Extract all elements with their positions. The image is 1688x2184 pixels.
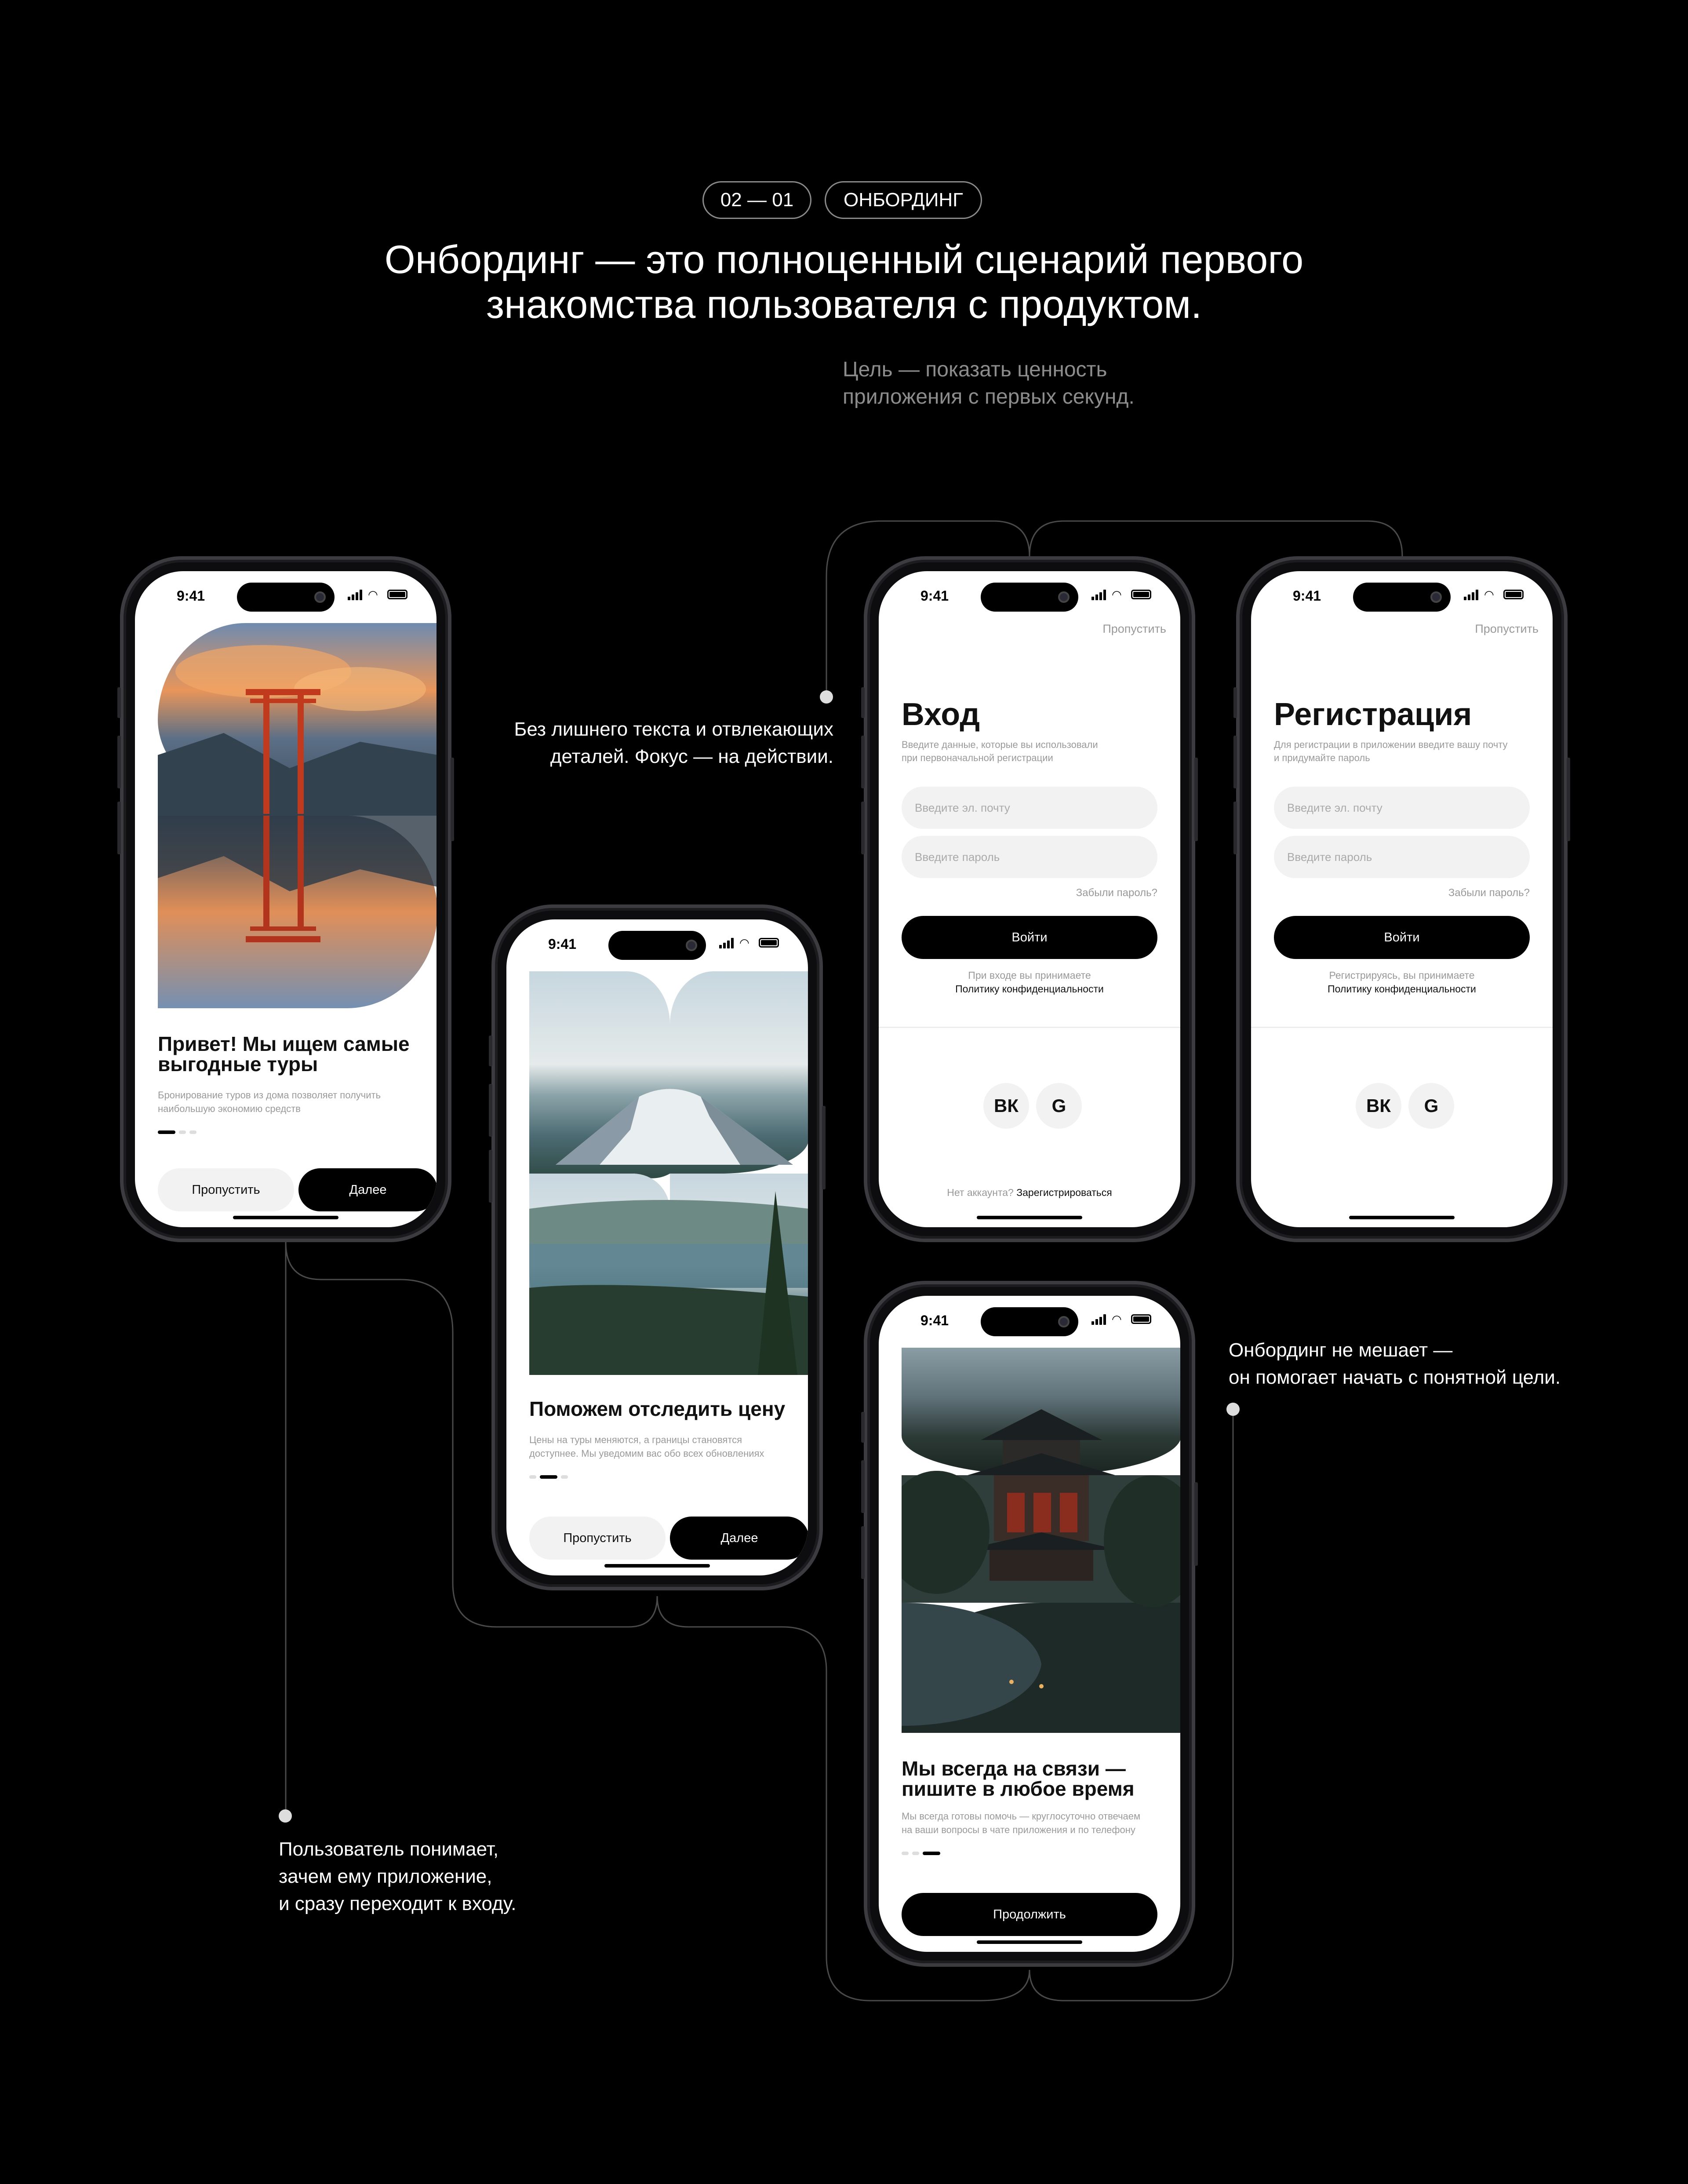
battery-icon bbox=[1131, 590, 1151, 599]
pagoda-image bbox=[902, 1348, 1180, 1733]
section-label-chip: ОНБОРДИНГ bbox=[825, 181, 982, 219]
login-title: Вход bbox=[902, 697, 980, 732]
wifi-icon: ◠ bbox=[1112, 588, 1122, 601]
page-dot-1 bbox=[529, 1475, 536, 1479]
note-help-line-1: Онбординг не мешает — bbox=[1229, 1339, 1453, 1361]
wifi-icon: ◠ bbox=[1112, 1313, 1122, 1326]
status-time: 9:41 bbox=[1293, 588, 1321, 604]
phone-onboarding-1 bbox=[120, 556, 451, 1242]
subtitle-line-2: при первоначальной регистрации bbox=[902, 752, 1053, 763]
desc-line-2: на ваши вопросы в чате приложения и по телефону bbox=[902, 1824, 1135, 1835]
page-dot-3 bbox=[561, 1475, 568, 1479]
register-link[interactable]: Зарегистрироваться bbox=[1016, 1187, 1112, 1198]
home-indicator bbox=[233, 1216, 338, 1219]
cellular-icon bbox=[719, 938, 734, 948]
screen-onboarding-1 bbox=[135, 571, 437, 1227]
home-indicator bbox=[977, 1216, 1082, 1219]
privacy-policy-link[interactable]: Политику конфиденциальности bbox=[1328, 983, 1476, 995]
status-bar bbox=[879, 1296, 1180, 1340]
desc-line-1: Мы всегда готовы помочь — круглосуточно отвечаем bbox=[902, 1811, 1141, 1822]
password-field[interactable]: Введите пароль bbox=[1274, 836, 1530, 878]
page-subline bbox=[843, 356, 1135, 411]
privacy-policy-link[interactable]: Политику конфиденциальности bbox=[955, 983, 1104, 995]
policy-line: При входе вы принимаете bbox=[968, 970, 1091, 981]
status-time: 9:41 bbox=[177, 588, 205, 604]
divider bbox=[1251, 1027, 1553, 1028]
screen-register bbox=[1251, 571, 1553, 1227]
password-field[interactable]: Введите пароль bbox=[902, 836, 1157, 878]
note-user-dot bbox=[279, 1809, 292, 1823]
dynamic-island bbox=[1353, 583, 1451, 612]
onboarding-description bbox=[529, 1433, 782, 1460]
subline-line-1: Цель — показать ценность bbox=[843, 358, 1107, 381]
status-time: 9:41 bbox=[920, 1313, 949, 1328]
note-focus bbox=[475, 716, 833, 770]
note-help-line-2: он помогает начать с понятной цели. bbox=[1229, 1367, 1561, 1388]
cellular-icon bbox=[1464, 590, 1479, 600]
skip-button[interactable]: Пропустить bbox=[529, 1517, 666, 1560]
status-bar bbox=[506, 919, 808, 963]
desc-line-2: доступнее. Мы уведомим вас обо всех обновлениях bbox=[529, 1448, 764, 1459]
cellular-icon bbox=[348, 590, 363, 600]
title-line-1: Мы всегда на связи — bbox=[902, 1757, 1126, 1780]
next-button[interactable]: Далее bbox=[298, 1168, 437, 1211]
status-time: 9:41 bbox=[920, 588, 949, 604]
status-bar bbox=[879, 571, 1180, 615]
battery-icon bbox=[387, 590, 407, 599]
email-field[interactable]: Введите эл. почту bbox=[902, 787, 1157, 829]
battery-icon bbox=[759, 938, 779, 948]
dynamic-island bbox=[237, 583, 335, 612]
home-indicator bbox=[1349, 1216, 1455, 1219]
onboarding-description bbox=[902, 1809, 1154, 1837]
forgot-password-link[interactable]: Забыли пароль? bbox=[1076, 887, 1157, 899]
skip-link[interactable]: Пропустить bbox=[1102, 622, 1166, 635]
wifi-icon: ◠ bbox=[739, 936, 749, 949]
page-dot-2 bbox=[179, 1130, 186, 1134]
note-user-line-2: зачем ему приложение, bbox=[279, 1866, 492, 1887]
note-user bbox=[279, 1836, 516, 1918]
phone-onboarding-2 bbox=[491, 904, 823, 1590]
dynamic-island bbox=[981, 583, 1078, 612]
page-dot-2 bbox=[912, 1852, 919, 1855]
vk-icon[interactable]: ВК bbox=[983, 1083, 1029, 1129]
home-indicator bbox=[977, 1940, 1082, 1944]
login-button[interactable]: Войти bbox=[902, 916, 1157, 959]
onboarding-title bbox=[158, 1034, 419, 1074]
battery-icon bbox=[1131, 1314, 1151, 1324]
page-dot-3 bbox=[189, 1130, 196, 1134]
screen-onboarding-2 bbox=[506, 919, 808, 1575]
desc-line-2: наибольшую экономию средств bbox=[158, 1103, 301, 1114]
forgot-password-link[interactable]: Забыли пароль? bbox=[1448, 887, 1530, 899]
cellular-icon bbox=[1091, 590, 1106, 600]
wifi-icon: ◠ bbox=[368, 588, 378, 601]
skip-link[interactable]: Пропустить bbox=[1475, 622, 1539, 635]
policy-text bbox=[879, 969, 1180, 996]
policy-line: Регистрируясь, вы принимаете bbox=[1329, 970, 1475, 981]
cellular-icon bbox=[1091, 1314, 1106, 1325]
page-indicator bbox=[158, 1130, 211, 1134]
register-title: Регистрация bbox=[1274, 697, 1472, 732]
subline-line-2: приложения с первых секунд. bbox=[843, 385, 1135, 408]
register-button[interactable]: Войти bbox=[1274, 916, 1530, 959]
note-focus-dot bbox=[820, 690, 833, 704]
mount-fuji-image bbox=[529, 971, 808, 1375]
note-help-dot bbox=[1226, 1403, 1240, 1416]
phone-onboarding-3 bbox=[864, 1281, 1195, 1967]
dynamic-island bbox=[608, 931, 706, 960]
divider bbox=[879, 1027, 1180, 1028]
page-dot-2 bbox=[540, 1475, 557, 1479]
phone-register bbox=[1236, 556, 1568, 1242]
note-user-line-3: и сразу переходит к входу. bbox=[279, 1893, 517, 1914]
screen-onboarding-3 bbox=[879, 1296, 1180, 1952]
phone-login bbox=[864, 556, 1195, 1242]
desc-line-1: Бронирование туров из дома позволяет получить bbox=[158, 1090, 381, 1101]
continue-button[interactable]: Продолжить bbox=[902, 1893, 1157, 1936]
status-time: 9:41 bbox=[548, 936, 577, 952]
onboarding-title: Поможем отследить цену bbox=[529, 1397, 786, 1420]
onboarding-title bbox=[902, 1758, 1163, 1799]
page-indicator bbox=[529, 1475, 582, 1479]
email-field[interactable]: Введите эл. почту bbox=[1274, 787, 1530, 829]
page-headline bbox=[0, 237, 1688, 327]
note-help bbox=[1229, 1337, 1561, 1391]
no-account-text bbox=[879, 1187, 1180, 1199]
subtitle-line-2: и придумайте пароль bbox=[1274, 752, 1370, 763]
page-dot-1 bbox=[158, 1130, 175, 1134]
title-line-2: выгодные туры bbox=[158, 1053, 318, 1076]
google-icon[interactable]: G bbox=[1408, 1083, 1454, 1129]
google-icon[interactable]: G bbox=[1036, 1083, 1082, 1129]
torii-gate-image bbox=[158, 623, 437, 1008]
status-bar bbox=[1251, 571, 1553, 615]
title-line-2: пишите в любое время bbox=[902, 1777, 1135, 1800]
screen-login bbox=[879, 571, 1180, 1227]
connector-login-register bbox=[1030, 521, 1402, 556]
skip-button[interactable]: Пропустить bbox=[158, 1168, 294, 1211]
next-button[interactable]: Далее bbox=[670, 1517, 808, 1560]
note-user-line-1: Пользователь понимает, bbox=[279, 1838, 499, 1860]
desc-line-1: Цены на туры меняются, а границы становятся bbox=[529, 1434, 742, 1445]
wifi-icon: ◠ bbox=[1484, 588, 1494, 601]
status-bar bbox=[135, 571, 437, 615]
dynamic-island bbox=[981, 1307, 1078, 1336]
home-indicator bbox=[604, 1564, 710, 1568]
note-focus-line-1: Без лишнего текста и отвлекающих bbox=[514, 718, 833, 740]
page-dot-3 bbox=[923, 1852, 940, 1855]
subtitle-line-1: Для регистрации в приложении введите вашу почту bbox=[1274, 739, 1508, 750]
note-focus-line-2: деталей. Фокус — на действии. bbox=[550, 746, 833, 767]
no-account-label: Нет аккаунта? bbox=[947, 1187, 1014, 1198]
register-subtitle bbox=[1274, 738, 1535, 765]
page-indicator bbox=[902, 1852, 954, 1855]
headline-line-1: Онбординг — это полноценный сценарий первого bbox=[384, 238, 1304, 282]
battery-icon bbox=[1503, 590, 1524, 599]
section-number-chip: 02 — 01 bbox=[702, 181, 811, 219]
vk-icon[interactable]: ВК bbox=[1356, 1083, 1401, 1129]
headline-line-2: знакомства пользователя с продуктом. bbox=[486, 283, 1202, 327]
page-dot-1 bbox=[902, 1852, 909, 1855]
login-subtitle bbox=[902, 738, 1163, 765]
subtitle-line-1: Введите данные, которые вы использовали bbox=[902, 739, 1098, 750]
title-line-1: Привет! Мы ищем самые bbox=[158, 1032, 410, 1055]
onboarding-description bbox=[158, 1088, 410, 1116]
policy-text bbox=[1251, 969, 1553, 996]
